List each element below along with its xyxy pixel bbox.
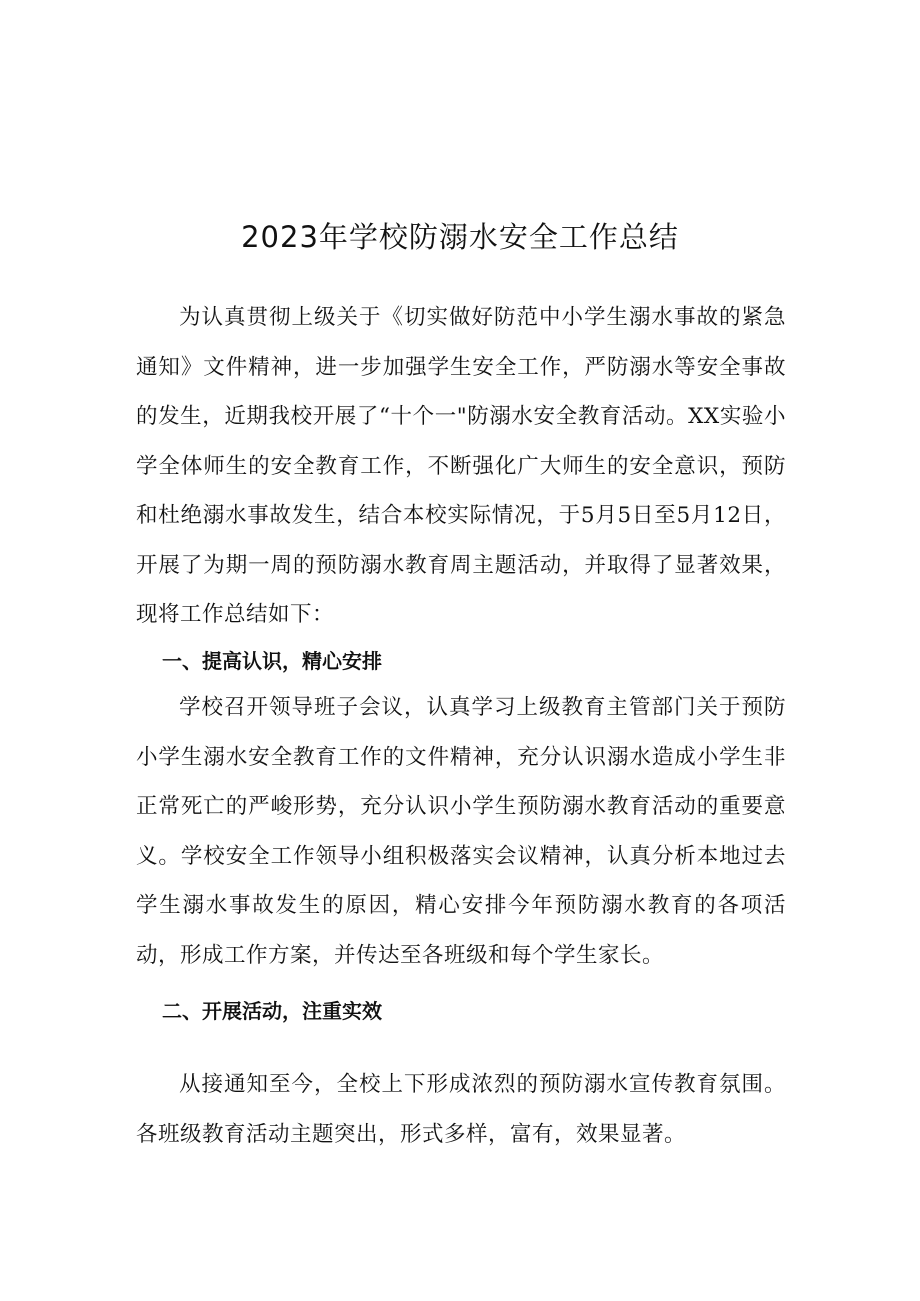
section2-heading: 二、开展活动，注重实效 — [162, 999, 382, 1023]
document-title: 2023年学校防溺水安全工作总结 — [241, 220, 679, 254]
section1-heading: 一、提高认识，精心安排 — [162, 649, 382, 673]
intro-paragraph: 为认真贯彻上级关于《切实做好防范中小学生溺水事故的紧急通知》文件精神，进一步加强学生安全工作，严防溺水等安全事故的发生，近期我校开展了“十个一"防溺水安全教育活动。XX实验小学全体师生的安全教育工作，不断强化广大师生的安全意识，预防和杜绝溺水事故发生，结合本校实际情况，于5月5日至5月12日，开展了为期一周的预防溺水教育周主题活动，并取得了显著效果，现将工作总结如下： — [136, 305, 786, 627]
section2-paragraph: 从接通知至今，全校上下形成浓烈的预防溺水宣传教育氛围。各班级教育活动主题突出，形式多样，富有，效果显著。 — [136, 1072, 786, 1147]
section1-paragraph: 学校召开领导班子会议，认真学习上级教育主管部门关于预防小学生溺水安全教育工作的文件精神，充分认识溺水造成小学生非正常死亡的严峻形势，充分认识小学生预防溺水教育活动的重要意义。学校安全工作领导小组积极落实会议精神，认真分析本地过去学生溺水事故发生的原因，精心安排今年预防溺水教育的各项活动，形成工作方案，并传达至各班级和每个学生家长。 — [136, 695, 786, 968]
